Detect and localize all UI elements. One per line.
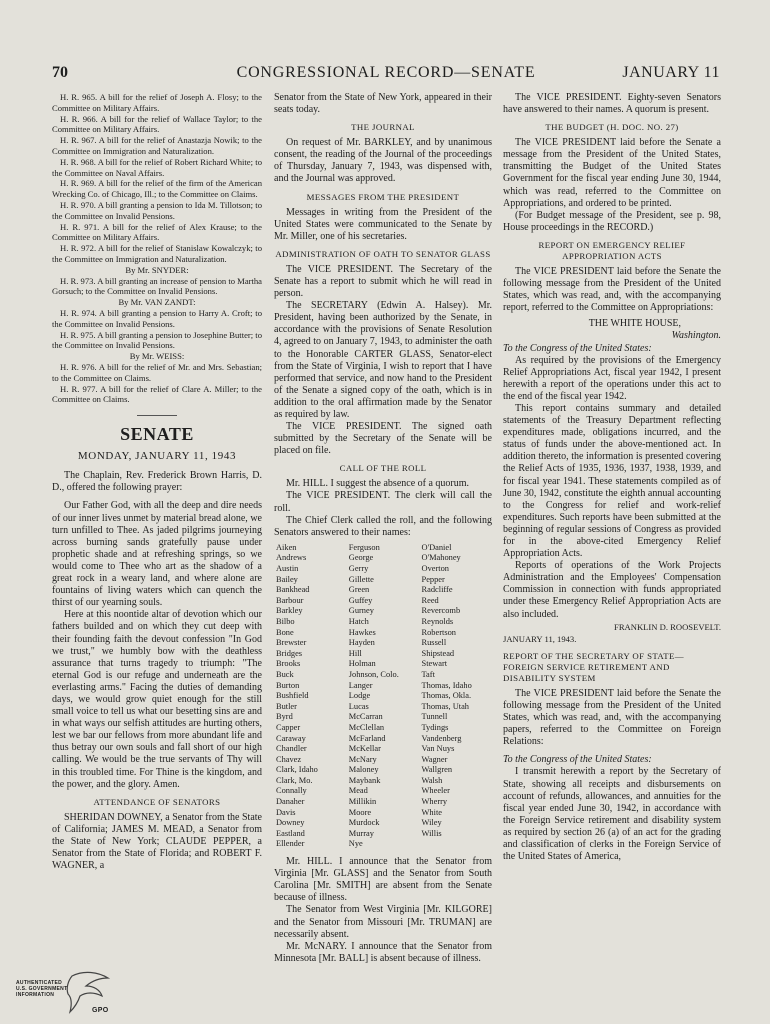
signature: FRANKLIN D. ROOSEVELT. [614, 621, 721, 632]
senator-name: Gillette [348, 574, 374, 584]
section-heading: THE BUDGET (H. DOC. NO. 27) [545, 122, 679, 133]
section-divider [137, 415, 177, 416]
senator-name: Wiley [421, 818, 442, 828]
bill-item: H. R. 976. A bill for the relief of Mr. and Mrs. Sebastian; to the Committee on Claims. [52, 361, 262, 383]
senator-name: Connally [276, 786, 307, 796]
message-paragraph: As required by the provisions of the Emergency Relief Appropriations Act, fiscal year 1942, I present herewith a report of the operations under this act to the end of the fiscal year 1942. [503, 354, 721, 402]
senator-name: Wheeler [421, 786, 450, 796]
senator-name: Bailey [276, 574, 298, 584]
senator-name: Johnson, Colo. [348, 669, 399, 679]
senator-name: Murdock [348, 818, 380, 828]
senator-name: Clark, Idaho [276, 765, 318, 775]
oath-paragraph: The SECRETARY (Edwin A. Halsey). Mr. President, having been authorized by the Senate, in accordance with the provisions of Senate Resolution 4, agreed to on January 7, 1943, to administer the oath to the Honorable CARTER GLASS, Senator-elect from the State of Virginia, I wish to report that I have performed that service, and now hand to the President of the Senate a signed copy of the oath, which is in addition to the oral affirmation made by the Senator as required by law. [274, 300, 492, 420]
prayer-paragraph: Our Father God, with all the deep and dire needs of our inner lives unmet by material bread alone, we turn unfilled to Thee. As jaded pilgrims journeying across burning sands gratefully pause under prophetic shade and at refreshing springs, so we would come to Thee who art as the shadow of a great rock in a weary land, and where alone are fountains of living waters which can quench the thirst of our yearning souls. [52, 500, 262, 609]
bill-item: H. R. 975. A bill granting a pension to Josephine Butter; to the Committee on Invalid Pensions. [52, 329, 262, 351]
senator-name: McCarran [348, 712, 383, 722]
senator-name: Vandenberg [421, 733, 462, 743]
budget-paragraph: The VICE PRESIDENT laid before the Senate a message from the President of the United States, transmitting the Budget of the United States Government for the fiscal year ending June 30, 1944, which was read, referred to the Committee on Appropriations, and ordered to be printed. [503, 137, 721, 209]
page-number: 70 [52, 64, 68, 81]
bill-item: H. R. 971. A bill for the relief of Alex Krause; to the Committee on Military Affairs. [52, 221, 262, 243]
senator-name: Tydings [421, 722, 449, 732]
page-header [52, 64, 720, 88]
sponsor-line: By Mr. VAN ZANDT: [118, 297, 196, 308]
column-left [52, 92, 262, 872]
absence-paragraph: Mr. McNARY. I announce that the Senator from Minnesota [Mr. BALL] is absent because of illness. [274, 940, 492, 964]
senator-name: Guffey [348, 595, 373, 605]
senator-name: Reynolds [421, 616, 454, 626]
senator-name: Walsh [421, 775, 443, 785]
roll-paragraph: Mr. HILL. I suggest the absence of a quorum. [286, 478, 470, 490]
absence-paragraph: The Senator from West Virginia [Mr. KILGORE] and the Senator from Missouri [Mr. TRUMAN] are necessarily absent. [274, 904, 492, 940]
column-middle [274, 92, 492, 965]
senator-name: Buck [276, 669, 294, 679]
senator-name: Wherry [421, 797, 448, 807]
bill-item: H. R. 968. A bill for the relief of Robert Richard White; to the Committee on Naval Affairs. [52, 156, 262, 178]
senator-name: Wallgren [421, 765, 453, 775]
journal-paragraph: On request of Mr. BARKLEY, and by unanimous consent, the reading of the Journal of the proceedings of Thursday, January 7, 1943, was dispensed with, and the Journal was approved. [274, 137, 492, 185]
senator-name: Chandler [276, 744, 307, 754]
budget-note: (For Budget message of the President, see p. 98, House proceedings in the RECORD.) [503, 209, 721, 233]
section-heading: THE JOURNAL [351, 122, 415, 133]
senator-name: Pepper [421, 574, 445, 584]
senator-name: Russell [421, 638, 447, 648]
senator-name: Burton [276, 680, 300, 690]
section-heading: ADMINISTRATION OF OATH TO SENATOR GLASS [275, 248, 491, 259]
senator-name: Radcliffe [421, 585, 453, 595]
senator-name: Moore [348, 807, 372, 817]
senator-name: Bushfield [276, 691, 309, 701]
senator-name: Holman [348, 659, 376, 669]
senator-name: Andrews [276, 553, 307, 563]
senator-name: Thomas, Okla. [421, 691, 472, 701]
senator-name: O'Mahoney [421, 553, 461, 563]
state-message-paragraph: I transmit herewith a report by the Secretary of State, showing all receipts and disbursements on account of refunds, allowances, and annuities for the fiscal year ended June 30, 1942, in accordance with the Foreign Service retirement and disability system as required by section 26 (a) of an act for the grading and classification of clerks in the Foreign Service of the United States of America, [503, 766, 721, 863]
letterhead-white-house: THE WHITE HOUSE, [588, 318, 681, 330]
senator-name: Robertson [421, 627, 456, 637]
senator-name: Lodge [348, 691, 371, 701]
names-column-2 [349, 543, 417, 850]
senator-name: Butler [276, 701, 297, 711]
senator-name: Revercomb [421, 606, 461, 616]
senator-name: Byrd [276, 712, 293, 722]
quorum-paragraph: The VICE PRESIDENT. Eighty-seven Senators have answered to their names. A quorum is present. [503, 92, 721, 116]
attendance-paragraph: SHERIDAN DOWNEY, a Senator from the State of California; JAMES M. MEAD, a Senator from the State of New York; CLAUDE PEPPER, a Senator from the State of Florida; and ROBERT F. WAGNER, a [52, 811, 262, 872]
senator-name: Nye [348, 839, 363, 849]
roll-call-names [276, 543, 490, 850]
senator-name: George [348, 553, 374, 563]
state-paragraph: The VICE PRESIDENT laid before the Senate the following message from the President of the United States, which was read, and, with the accompanying papers, referred to the Committee on Foreign Relations: [503, 687, 721, 748]
gpo-authentication-logo [14, 968, 124, 1018]
sponsor-line: By Mr. SNYDER: [125, 264, 189, 275]
senator-name: Ferguson [348, 542, 380, 552]
senator-name: Downey [276, 818, 305, 828]
senator-name: Shipstead [421, 648, 455, 658]
senator-name: Mead [348, 786, 368, 796]
senator-name: McKellar [348, 744, 381, 754]
senator-name: Davis [276, 807, 296, 817]
message-paragraph: This report contains summary and detailed statements of the Treasury Department reflecting expenditures made, obligations incurred, and the status of funds under the above-mentioned act. In addition thereto, the information is presented covering the Relief Acts of 1935, 1936, 1937, 1938, 1939, and for fiscal year 1941. These statements compiled as of June 30, 1942, constitute the eighth annual accounting to the Congress for relief and work-relief expenditures. Such reports have been submitted at the beginning of regular sessions of Congress as provided for in the above-cited Emergency Relief Appropriation Acts. [503, 402, 721, 560]
senator-name: Danaher [276, 797, 305, 807]
senator-name: Bridges [276, 648, 303, 658]
senator-name: McFarland [348, 733, 386, 743]
logo-text: AUTHENTICATED U.S. GOVERNMENT INFORMATION [16, 980, 68, 998]
chaplain-intro: The Chaplain, Rev. Frederick Brown Harris, D. D., offered the following prayer: [52, 470, 262, 494]
senator-name: Langer [348, 680, 373, 690]
senator-name: Hawkes [348, 627, 376, 637]
section-heading: REPORT ON EMERGENCY RELIEF APPROPRIATION ACTS [538, 239, 686, 261]
senator-name: Barkley [276, 606, 303, 616]
senator-name: Hatch [348, 616, 369, 626]
senator-name: White [421, 807, 442, 817]
senator-name: Maybank [348, 775, 381, 785]
bill-item: H. R. 974. A bill granting a pension to Harry A. Croft; to the Committee on Invalid Pensions. [52, 307, 262, 329]
senator-name: Willis [421, 828, 442, 838]
bill-item: H. R. 972. A bill for the relief of Stanislaw Kowalczyk; to the Committee on Immigration and Naturalization. [52, 243, 262, 264]
senator-name: Reed [421, 595, 439, 605]
salutation: To the Congress of the United States: [503, 754, 652, 766]
section-heading: ATTENDANCE OF SENATORS [93, 796, 221, 807]
senator-name: Caraway [276, 733, 306, 743]
senator-name: Ellender [276, 839, 305, 849]
senator-name: Tunnell [421, 712, 448, 722]
senator-name: Capper [276, 722, 301, 732]
section-heading: MESSAGES FROM THE PRESIDENT [306, 191, 460, 202]
sponsor-line: By Mr. WEISS: [129, 351, 185, 362]
senator-name: Barbour [276, 595, 304, 605]
session-date: MONDAY, JANUARY 11, 1943 [77, 450, 237, 463]
senator-name: McClellan [348, 722, 385, 732]
roll-paragraph: The Chief Clerk called the roll, and the following Senators answered to their names: [274, 514, 492, 538]
bill-item: H. R. 969. A bill for the relief of the firm of the American Wrecking Co. of Chicago, Ill.; to the Committee on Claims. [52, 178, 262, 200]
senator-name: Thomas, Utah [421, 701, 469, 711]
continued-text: Senator from the State of New York, appeared in their seats today. [274, 92, 492, 116]
senator-name: McNary [348, 754, 377, 764]
bill-item: H. R. 966. A bill for the relief of Wallace Taylor; to the Committee on Military Affairs. [52, 113, 262, 135]
senator-name: Thomas, Idaho [421, 680, 472, 690]
column-right [503, 92, 721, 863]
messages-paragraph: Messages in writing from the President of the United States were communicated to the Senate by Mr. Miller, one of his secretaries. [274, 206, 492, 242]
senator-name: Taft [421, 669, 435, 679]
senator-name: Bankhead [276, 585, 310, 595]
bill-item: H. R. 977. A bill for the relief of Clare A. Miller; to the Committee on Claims. [52, 383, 262, 405]
senator-name: Murray [348, 828, 374, 838]
bill-item: H. R. 965. A bill for the relief of Joseph A. Flosy; to the Committee on Military Affairs. [52, 92, 262, 113]
oath-paragraph: The VICE PRESIDENT. The Secretary of the Senate has a report to submit which he will read in person. [274, 263, 492, 300]
senator-name: Millikin [348, 797, 377, 807]
senator-name: Maloney [348, 765, 379, 775]
gpo-mark: GPO [92, 1007, 109, 1014]
senator-name: Van Nuys [421, 744, 455, 754]
senator-name: Green [348, 585, 370, 595]
senator-name: Hayden [348, 638, 375, 648]
senator-name: Gerry [348, 564, 369, 573]
letterhead-washington: Washington. [671, 330, 721, 342]
message-paragraph: Reports of operations of the Work Projects Administration and the Employees' Compensation Commission in connection with funds appropriated under these Emergency Relief Appropriation Acts are also included. [503, 560, 721, 620]
relief-paragraph: The VICE PRESIDENT laid before the Senate the following message from the President of the United States, which was read, and, with the accompanying report, referred to the Committee on Appropriations: [503, 265, 721, 314]
senator-name: Bilbo [276, 616, 295, 626]
senator-name: Eastland [276, 828, 305, 838]
senator-name: Brooks [276, 659, 301, 669]
prayer-paragraph: Here at this noontide altar of devotion which our fathers builded and on which they cut deep with their founding faith the devout confession "In God we trust," we humbly bow with the deathless assurance that turns tragedy to triumph: "The eternal God is our refuge and underneath are the everlasting arms." Facing the duties of demanding days, we would grow quiet enough for the still small voice to tell us what our besetting sins are and in what ways our selfish attitudes are hurting others, lest we bar our fellows from more abundant life and thus betray our own souls and fall short of our high calling. We would be the true servants of Thy will in this troubled time. For Thine is the kingdom, and the power, and the glory. Amen. [52, 609, 262, 790]
senator-name: Lucas [348, 701, 369, 711]
senator-name: Hill [348, 648, 362, 658]
roll-paragraph: The VICE PRESIDENT. The clerk will call the roll. [274, 490, 492, 514]
senator-name: Aiken [276, 542, 297, 552]
senator-name: Wagner [421, 754, 448, 764]
bill-item: H. R. 973. A bill granting an increase of pension to Martha Gorsuch; to the Committee on Invalid Pensions. [52, 275, 262, 297]
senate-heading: SENATE [120, 424, 194, 445]
senator-name: O'Daniel [421, 542, 452, 552]
senator-name: Overton [421, 564, 449, 573]
header-date: JANUARY 11 [622, 64, 720, 81]
bill-item: H. R. 967. A bill for the relief of Anastazja Nowik; to the Committee on Immigration and Naturalization. [52, 135, 262, 156]
senator-name: Brewster [276, 638, 307, 648]
senator-name: Austin [276, 564, 299, 573]
senator-name: Clark, Mo. [276, 775, 313, 785]
section-heading: REPORT OF THE SECRETARY OF STATE—FOREIGN SERVICE RETIREMENT AND DISABILITY SYSTEM [503, 650, 684, 683]
bill-item: H. R. 970. A bill granting a pension to Ida M. Tillotson; to the Committee on Invalid Pensions. [52, 199, 262, 221]
section-heading: CALL OF THE ROLL [339, 463, 427, 474]
absence-paragraph: Mr. HILL. I announce that the Senator from Virginia [Mr. GLASS] and the Senator from South Carolina [Mr. SMITH] are absent from the Senate because of illness. [274, 856, 492, 904]
oath-paragraph: The VICE PRESIDENT. The signed oath submitted by the Secretary of the Senate will be placed on file. [274, 421, 492, 457]
names-column-3 [422, 543, 490, 850]
senator-name: Stewart [421, 659, 448, 669]
senator-name: Gurney [348, 606, 374, 616]
senator-name: Bone [276, 627, 294, 637]
signature-date: JANUARY 11, 1943. [503, 633, 577, 644]
names-column-1 [276, 543, 344, 850]
salutation: To the Congress of the United States: [503, 342, 652, 354]
running-title: CONGRESSIONAL RECORD—SENATE [236, 64, 536, 81]
senator-name: Chavez [276, 754, 302, 764]
